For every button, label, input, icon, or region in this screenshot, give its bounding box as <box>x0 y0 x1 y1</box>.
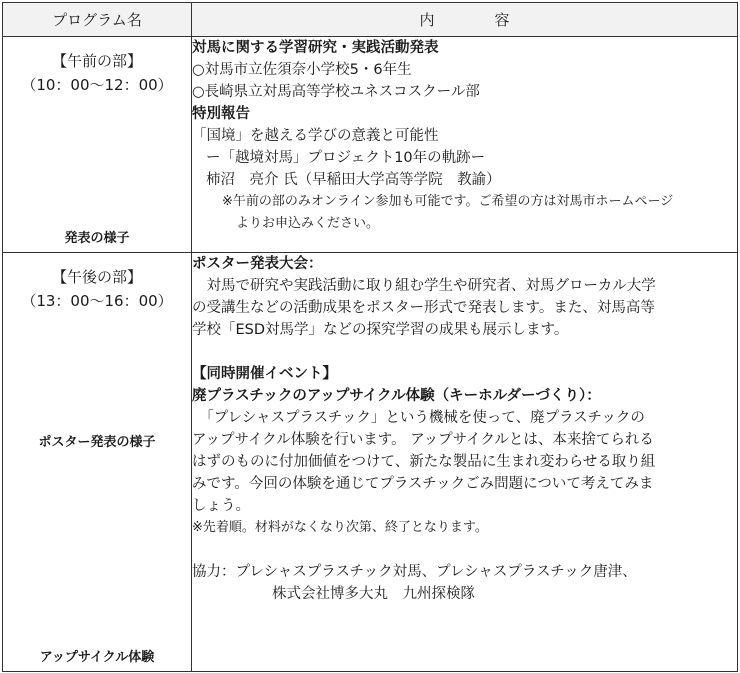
report-speaker: 柿沼 亮介 氏（早稲田大学高等学院 教諭） <box>206 172 501 188</box>
afternoon-time: （13：00〜16：00） <box>21 292 173 310</box>
afternoon-content-cell <box>192 253 738 672</box>
poster-body-line: 学校「ESD対馬学」などの探究学習の成果も展示します。 <box>192 322 569 338</box>
report-subtitle: ー「越境対馬」プロジェクト10年の軌跡ー <box>206 150 486 166</box>
event-body-line: アップサイクル体験を行います。 アップサイクルとは、本来捨てられる <box>192 432 654 448</box>
upcycle-photo-caption: アップサイクル体験 <box>39 650 155 665</box>
online-note: ※午前の部のみオンライン参加も可能です。ご希望の方は対馬市ホームページ <box>222 194 674 209</box>
poster-photo-caption: ポスター発表の様子 <box>38 435 156 450</box>
event-body-line: みです。今回の体験を通じてプラスチックごみ問題について考えてみま <box>192 476 654 492</box>
study-presentation-heading: 対馬に関する学習研究・実践活動発表 <box>192 40 439 56</box>
header-program-name: プログラム名 <box>3 3 192 37</box>
poster-heading: ポスター発表大会： <box>192 256 323 272</box>
morning-time: （10：00〜12：00） <box>21 76 173 94</box>
event-note: ※先着順。材料がなくなり次第、終了となります。 <box>192 520 488 535</box>
afternoon-row <box>3 253 738 672</box>
event-body-line: はずのものに付加価値をつけて、新たな製品に生まれ変わらせる取り組 <box>192 454 656 470</box>
online-note-cont: よりお申込みください。 <box>236 216 380 231</box>
presenter-elementary: ○対馬市立佐須奈小学校5・6年生 <box>192 62 412 78</box>
event-heading: 【同時開催イベント】 <box>192 366 337 382</box>
report-title: 「国境」を越える学びの意義と可能性 <box>192 128 439 144</box>
event-body-line: しょう。 <box>192 498 250 514</box>
header-content-label: 内容 <box>419 11 570 29</box>
program-table <box>2 2 738 672</box>
presenter-highschool: ○長崎県立対馬高等学校ユネスコスクール部 <box>192 84 480 100</box>
cooperation-line: 協力：プレシャスプラスチック対馬、プレシャスプラスチック唐津、 <box>192 564 637 580</box>
morning-title: 【午前の部】 <box>51 52 142 70</box>
afternoon-title: 【午後の部】 <box>51 268 142 286</box>
header-content <box>192 3 738 37</box>
morning-row <box>3 37 738 253</box>
morning-photo-caption: 発表の様子 <box>64 231 130 246</box>
poster-body-line: 対馬で研究や実践活動に取り組む学生や研究者、対馬グローカル大学 <box>192 278 656 294</box>
morning-session-cell <box>3 37 192 253</box>
afternoon-session-cell <box>3 253 192 672</box>
header-row <box>3 3 738 37</box>
cooperation-line-cont: 株式会社博多大丸 九州探検隊 <box>272 586 475 602</box>
event-body-line: 「プレシャスプラスチック」という機械を使って、廃プラスチックの <box>192 410 645 426</box>
special-report-heading: 特別報告 <box>192 106 250 122</box>
event-title: 廃プラスチックのアップサイクル体験（キーホルダーづくり）： <box>192 388 601 404</box>
morning-content-cell <box>192 37 738 253</box>
poster-body-line: の受講生などの活動成果をポスター形式で発表します。また、対馬高等 <box>192 300 655 316</box>
